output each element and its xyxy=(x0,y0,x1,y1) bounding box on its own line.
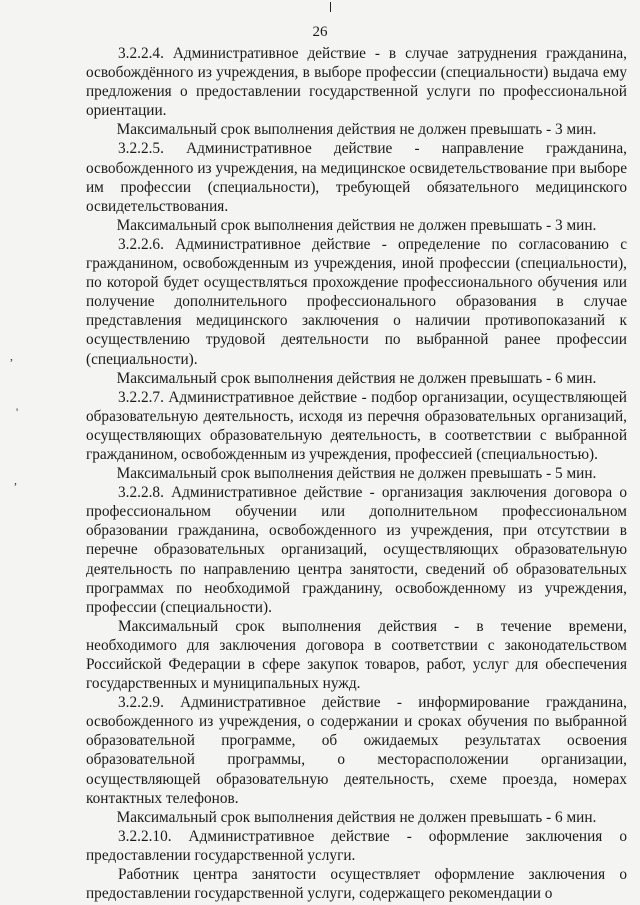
paragraph: 3.2.2.8. Административное действие - организация заключения договора о профессиональном обучении или дополнительном профессиональном образовании гражданина, освобожденного из учреждения, при отсутствии в перечне образовательных организаций, осуществляющих образовательную деятельность по направлению центра занятости, сведений об образовательных программах по необходимой гражданину, освобожденному из учреждения, профессии (специальности). xyxy=(86,484,627,616)
paragraph: 3.2.2.9. Административное действие - информирование гражданина, освобожденного из учреждения, о содержании и сроках обучения по выбранной образовательной программе, об ожидаемых результатах освоения образовательной программы, о месторасположении организации, осуществляющей образовательную деятельность, схеме проезда, номерах контактных телефонов. xyxy=(86,694,627,807)
paragraph: 3.2.2.7. Административное действие - подбор организации, осуществляющей образовательную деятельность, исходя из перечня образовательных организаций, осуществляющих образовательную деятельность, в соответствии с выбранной гражданином, освобожденным из учреждения, профессией (специальностью). xyxy=(86,388,627,463)
paragraph: Работник центра занятости осуществляет оформление заключения о предоставлении государственной услуги, содержащего рекомендации о xyxy=(86,866,627,903)
max-time-note: Максимальный срок выполнения действия не должен превышать - 3 мин. xyxy=(116,121,597,139)
max-time-note: Максимальный срок выполнения действия не должен превышать - 5 мин. xyxy=(116,465,597,483)
max-time-note: Максимальный срок выполнения действия не должен превышать - 6 мин. xyxy=(116,808,597,826)
paragraph: 3.2.2.5. Административное действие - направление гражданина, освобожденного из учреждения, на медицинское освидетельствование при выборе им профессии (специальности), требующей обязательного медицинского освидетельствования. xyxy=(86,140,627,215)
margin-mark: , xyxy=(10,349,13,363)
max-time-note: Максимальный срок выполнения действия не должен превышать - 6 мин. xyxy=(116,369,597,387)
top-edge-mark xyxy=(330,2,331,12)
margin-mark: , xyxy=(14,473,17,487)
paragraph: Максимальный срок выполнения действия - в течение времени, необходимого для заключения договора в соответствии с законодательством Российской Федерации в сфере закупок товаров, работ, услуг для обеспечения государственных и муниципальных нужд. xyxy=(86,617,627,693)
paragraph: 3.2.2.6. Административное действие - определение по согласованию с гражданином, освобожденным из учреждения, иной профессии (специальности), по которой будет осуществляться прохождение профессионального обучения или получение дополнительного профессионального образования в случае представления медицинского заключения о наличии противопоказаний к осуществлению трудовой деятельности по выбранной ранее профессии (специальности). xyxy=(86,235,627,368)
paragraph: 3.2.2.10. Административное действие - оформление заключения о предоставлении государственной услуги. xyxy=(86,827,627,864)
paragraph: 3.2.2.4. Административное действие - в случае затруднения гражданина, освобождённого из учреждения, в выборе профессии (специальности) выдача ему предложения о предоставлении государственной услуги по профессиональной ориентации. xyxy=(86,45,627,120)
document-body xyxy=(86,44,627,903)
page-number: 26 xyxy=(312,24,328,40)
margin-mark: ' xyxy=(16,405,19,419)
max-time-note: Максимальный срок выполнения действия не должен превышать - 3 мин. xyxy=(116,216,597,234)
